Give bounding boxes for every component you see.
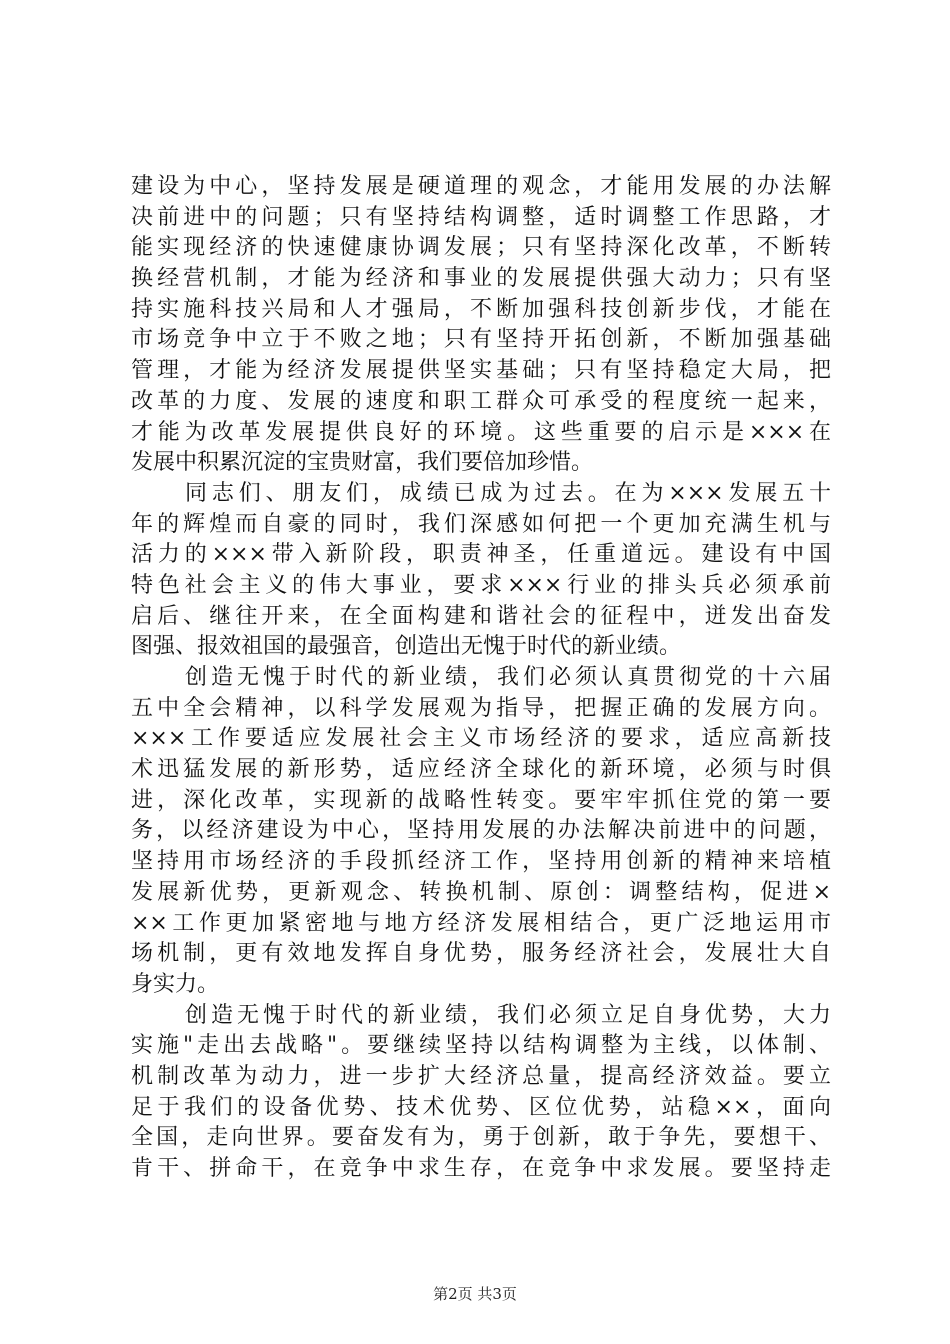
text-line: 年的辉煌而自豪的同时，我们深感如何把一个更加充满生机与 [131, 511, 831, 537]
document-body [131, 172, 831, 1185]
text-line: 发展中积累沉淀的宝贵财富，我们要倍加珍惜。 [131, 450, 594, 476]
text-line: 改革的力度、发展的速度和职工群众可承受的程度统一起来， [131, 388, 831, 414]
text-line: 发展新优势，更新观念、转换机制、原创：调整结构，促进× [131, 879, 831, 905]
text-line: 务，以经济建设为中心，坚持用发展的办法解决前进中的问题， [131, 818, 831, 844]
text-line: 创造无愧于时代的新业绩，我们必须认真贯彻党的十六届 [185, 665, 831, 690]
text-line: 同志们、朋友们，成绩已成为过去。在为×××发展五十 [185, 480, 831, 506]
text-line: 图强、报效祖国的最强音，创造出无愧于时代的新业绩。 [131, 634, 682, 660]
paragraph-4 [131, 1001, 831, 1185]
text-line: 才能为改革发展提供良好的环境。这些重要的启示是×××在 [131, 419, 831, 445]
text-line: 持实施科技兴局和人才强局，不断加强科技创新步伐，才能在 [131, 296, 831, 322]
text-line: 坚持用市场经济的手段抓经济工作，坚持用创新的精神来培植 [131, 849, 831, 875]
text-line: 肯干、拼命干，在竞争中求生存，在竞争中求发展。要坚持走 [131, 1156, 831, 1181]
page-number-footer: 第2页 共3页 [433, 1285, 517, 1303]
paragraph-3 [131, 663, 831, 1001]
text-line: 启后、继往开来，在全面构建和谐社会的征程中，迸发出奋发 [131, 603, 831, 629]
text-line: 特色社会主义的伟大事业，要求×××行业的排头兵必须承前 [131, 572, 831, 598]
text-line: 机制改革为动力，进一步扩大经济总量，提高经济效益。要立 [131, 1063, 831, 1089]
paragraph-2 [131, 479, 831, 663]
text-line: 足于我们的设备优势、技术优势、区位优势，站稳××，面向 [131, 1094, 831, 1120]
paragraph-1 [131, 172, 831, 479]
text-line: 能实现经济的快速健康协调发展；只有坚持深化改革，不断转 [131, 235, 831, 261]
text-line: 建设为中心，坚持发展是硬道理的观念，才能用发展的办法解 [131, 174, 831, 199]
text-line: 决前进中的问题；只有坚持结构调整，适时调整工作思路，才 [131, 204, 831, 230]
text-line: 活力的×××带入新阶段，职责神圣，任重道远。建设有中国 [131, 542, 831, 568]
text-line: 实施"走出去战略"。要继续坚持以结构调整为主线，以体制、 [131, 1033, 831, 1059]
text-line: 管理，才能为经济发展提供坚实基础；只有坚持稳定大局，把 [131, 358, 831, 384]
text-line: ×××工作要适应发展社会主义市场经济的要求，适应高新技 [131, 726, 831, 752]
text-line: 五中全会精神，以科学发展观为指导，把握正确的发展方向。 [131, 695, 831, 721]
text-line: ××工作更加紧密地与地方经济发展相结合，更广泛地运用市 [131, 910, 831, 936]
text-line: 术迅猛发展的新形势，适应经济全球化的新环境，必须与时俱 [131, 757, 831, 783]
text-line: 全国，走向世界。要奋发有为，勇于创新，敢于争先，要想干、 [131, 1125, 831, 1151]
text-line: 市场竞争中立于不败之地；只有坚持开拓创新，不断加强基础 [131, 327, 831, 353]
text-line: 场机制，更有效地发挥自身优势，服务经济社会，发展壮大自 [131, 941, 831, 967]
text-line: 换经营机制，才能为经济和事业的发展提供强大动力；只有坚 [131, 266, 831, 292]
text-line: 创造无愧于时代的新业绩，我们必须立足自身优势，大力 [185, 1002, 831, 1028]
text-line: 进，深化改革，实现新的战略性转变。要牢牢抓住党的第一要 [131, 787, 831, 813]
text-line: 身实力。 [131, 971, 220, 997]
